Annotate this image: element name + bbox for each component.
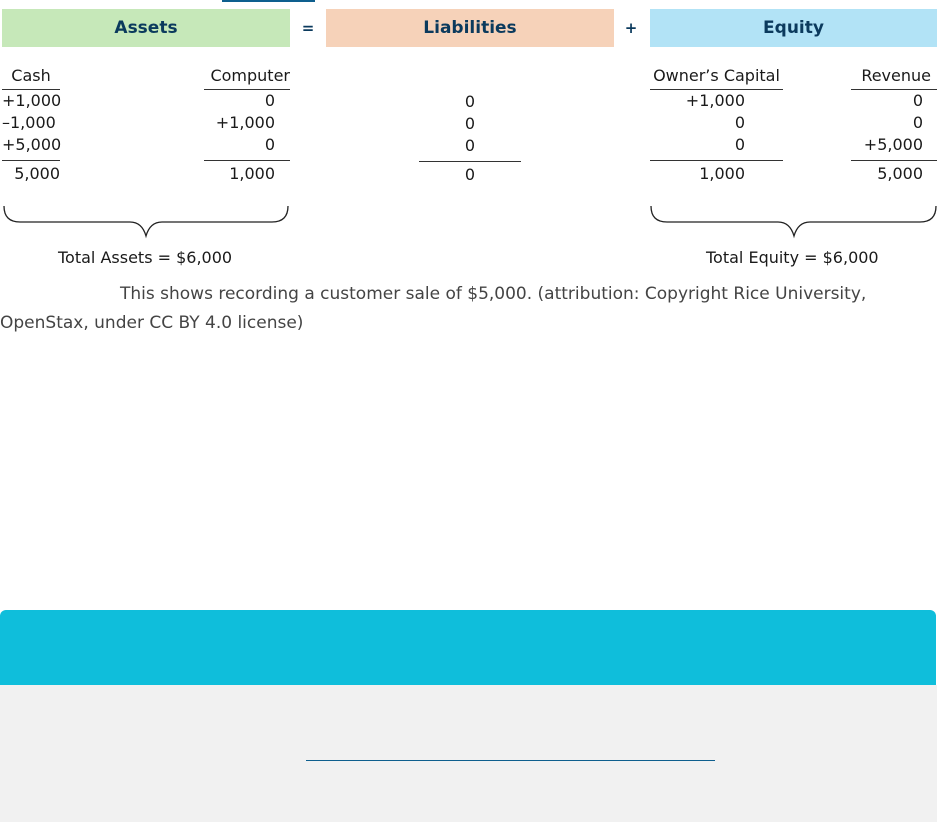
liabilities-column	[419, 91, 521, 186]
cash-entry-2: –1,000	[2, 113, 56, 132]
revenue-entry-2: 0	[912, 113, 923, 132]
total-equity: Total Equity = $6,000	[706, 248, 879, 267]
section-banner	[0, 610, 936, 686]
cash-entry-1: +1,000	[2, 91, 62, 110]
caption-text: This shows recording a customer sale of $5,000. (attribution: Copyright Rice University, OpenStax, under CC BY 4.0 license)	[0, 284, 867, 333]
liabilities-entry-2: 0	[464, 114, 476, 133]
computer-total: 1,000	[204, 160, 290, 185]
revenue-entry-3: +5,000	[863, 135, 923, 154]
computer-entry-1: 0	[264, 91, 275, 110]
equity-header: Equity	[650, 9, 937, 47]
liabilities-entry-1: 0	[464, 92, 476, 111]
assets-header: Assets	[2, 9, 290, 47]
owners-capital-entry-1: +1,000	[685, 91, 745, 110]
revenue-header: Revenue	[851, 63, 937, 90]
computer-header: Computer	[204, 63, 290, 90]
equals-sign: =	[301, 19, 315, 37]
computer-entry-2: +1,000	[215, 113, 275, 132]
plus-sign: +	[624, 19, 638, 37]
owners-capital-entry-3: 0	[734, 135, 745, 154]
revenue-entry-1: 0	[912, 91, 923, 110]
computer-column	[204, 63, 290, 185]
owners-capital-header: Owner’s Capital	[650, 63, 783, 90]
cash-total: 5,000	[2, 160, 60, 185]
cash-column	[2, 63, 60, 185]
owners-capital-entry-2: 0	[734, 113, 745, 132]
figure-caption	[0, 280, 900, 338]
revenue-column	[851, 63, 937, 185]
assets-brace	[2, 204, 292, 240]
revenue-total: 5,000	[851, 160, 937, 185]
footer-area	[0, 685, 937, 822]
liabilities-entry-3: 0	[464, 136, 476, 155]
owners-capital-total: 1,000	[650, 160, 783, 185]
equity-brace	[648, 204, 937, 240]
liabilities-header: Liabilities	[326, 9, 614, 47]
computer-entry-3: 0	[264, 135, 275, 154]
owners-capital-column	[650, 63, 783, 185]
total-assets: Total Assets = $6,000	[58, 248, 233, 267]
top-link-underline	[222, 0, 315, 2]
cash-header: Cash	[2, 63, 60, 90]
footer-link-underline	[306, 760, 715, 761]
liabilities-total: 0	[419, 161, 521, 186]
cash-entry-3: +5,000	[2, 135, 62, 154]
